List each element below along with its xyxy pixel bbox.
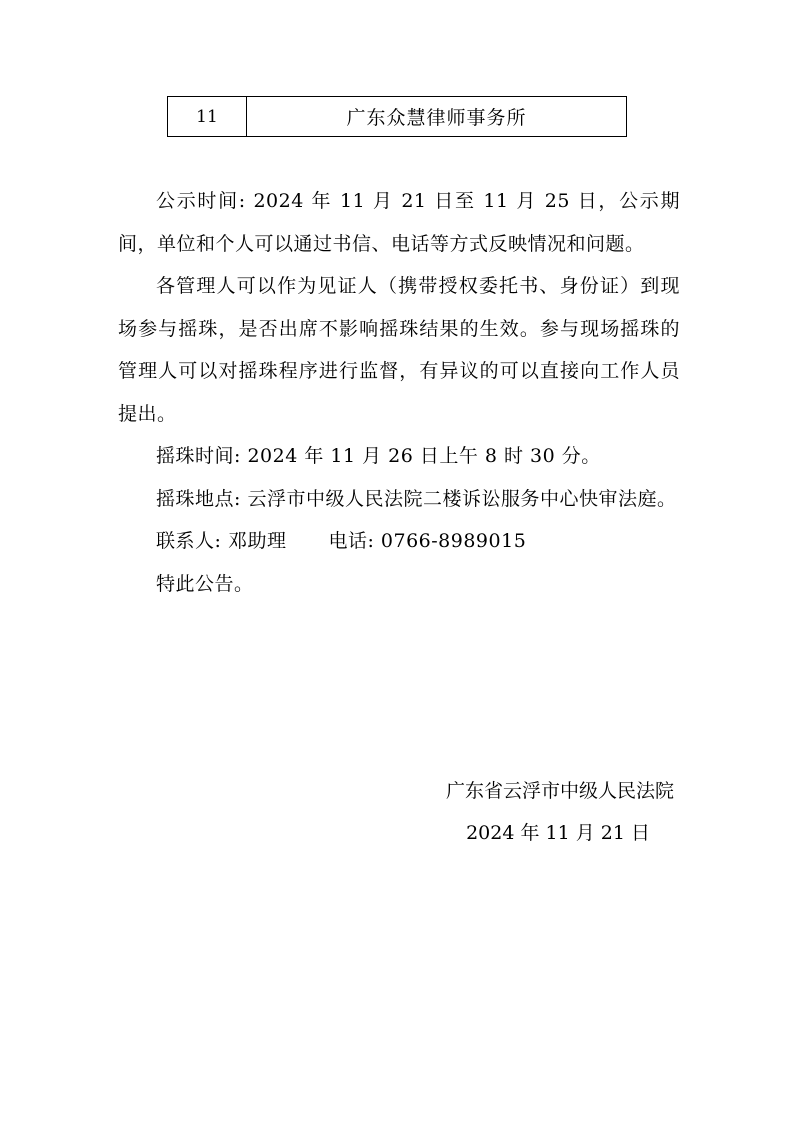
firm-name-cell: 广东众慧律师事务所 [346,107,527,129]
court-name: 广东省云浮市中级人民法院 [445,780,674,802]
contact-person: 联系人: 邓助理 [156,530,287,552]
notice-body [118,180,680,605]
closing-paragraph: 特此公告。 [156,572,254,595]
row-number-cell: 11 [168,97,247,136]
draw-time-paragraph: 摇珠时间: 2024 年 11 月 26 日上午 8 时 30 分。 [156,445,601,467]
contact-paragraph [118,520,680,563]
signature-date: 2024 年 11 月 21 日 [466,822,650,844]
manager-table-row [167,96,627,137]
contact-phone: 电话: 0766-8989015 [328,530,527,552]
witness-info-paragraph: 各管理人可以作为见证人（携带授权委托书、身份证）到现场参与摇珠，是否出席不影响摇珠结果的生效。参与现场摇珠的管理人可以对摇珠程序进行监督，有异议的可以直接向工作人员提出。 [118,275,680,425]
publicity-period-paragraph: 公示时间: 2024 年 11 月 21 日至 11 月 25 日，公示期间，单位和个人可以通过书信、电话等方式反映情况和问题。 [118,190,680,255]
signature-block [446,770,674,854]
draw-location-paragraph: 摇珠地点: 云浮市中级人民法院二楼诉讼服务中心快审法庭。 [156,487,677,510]
